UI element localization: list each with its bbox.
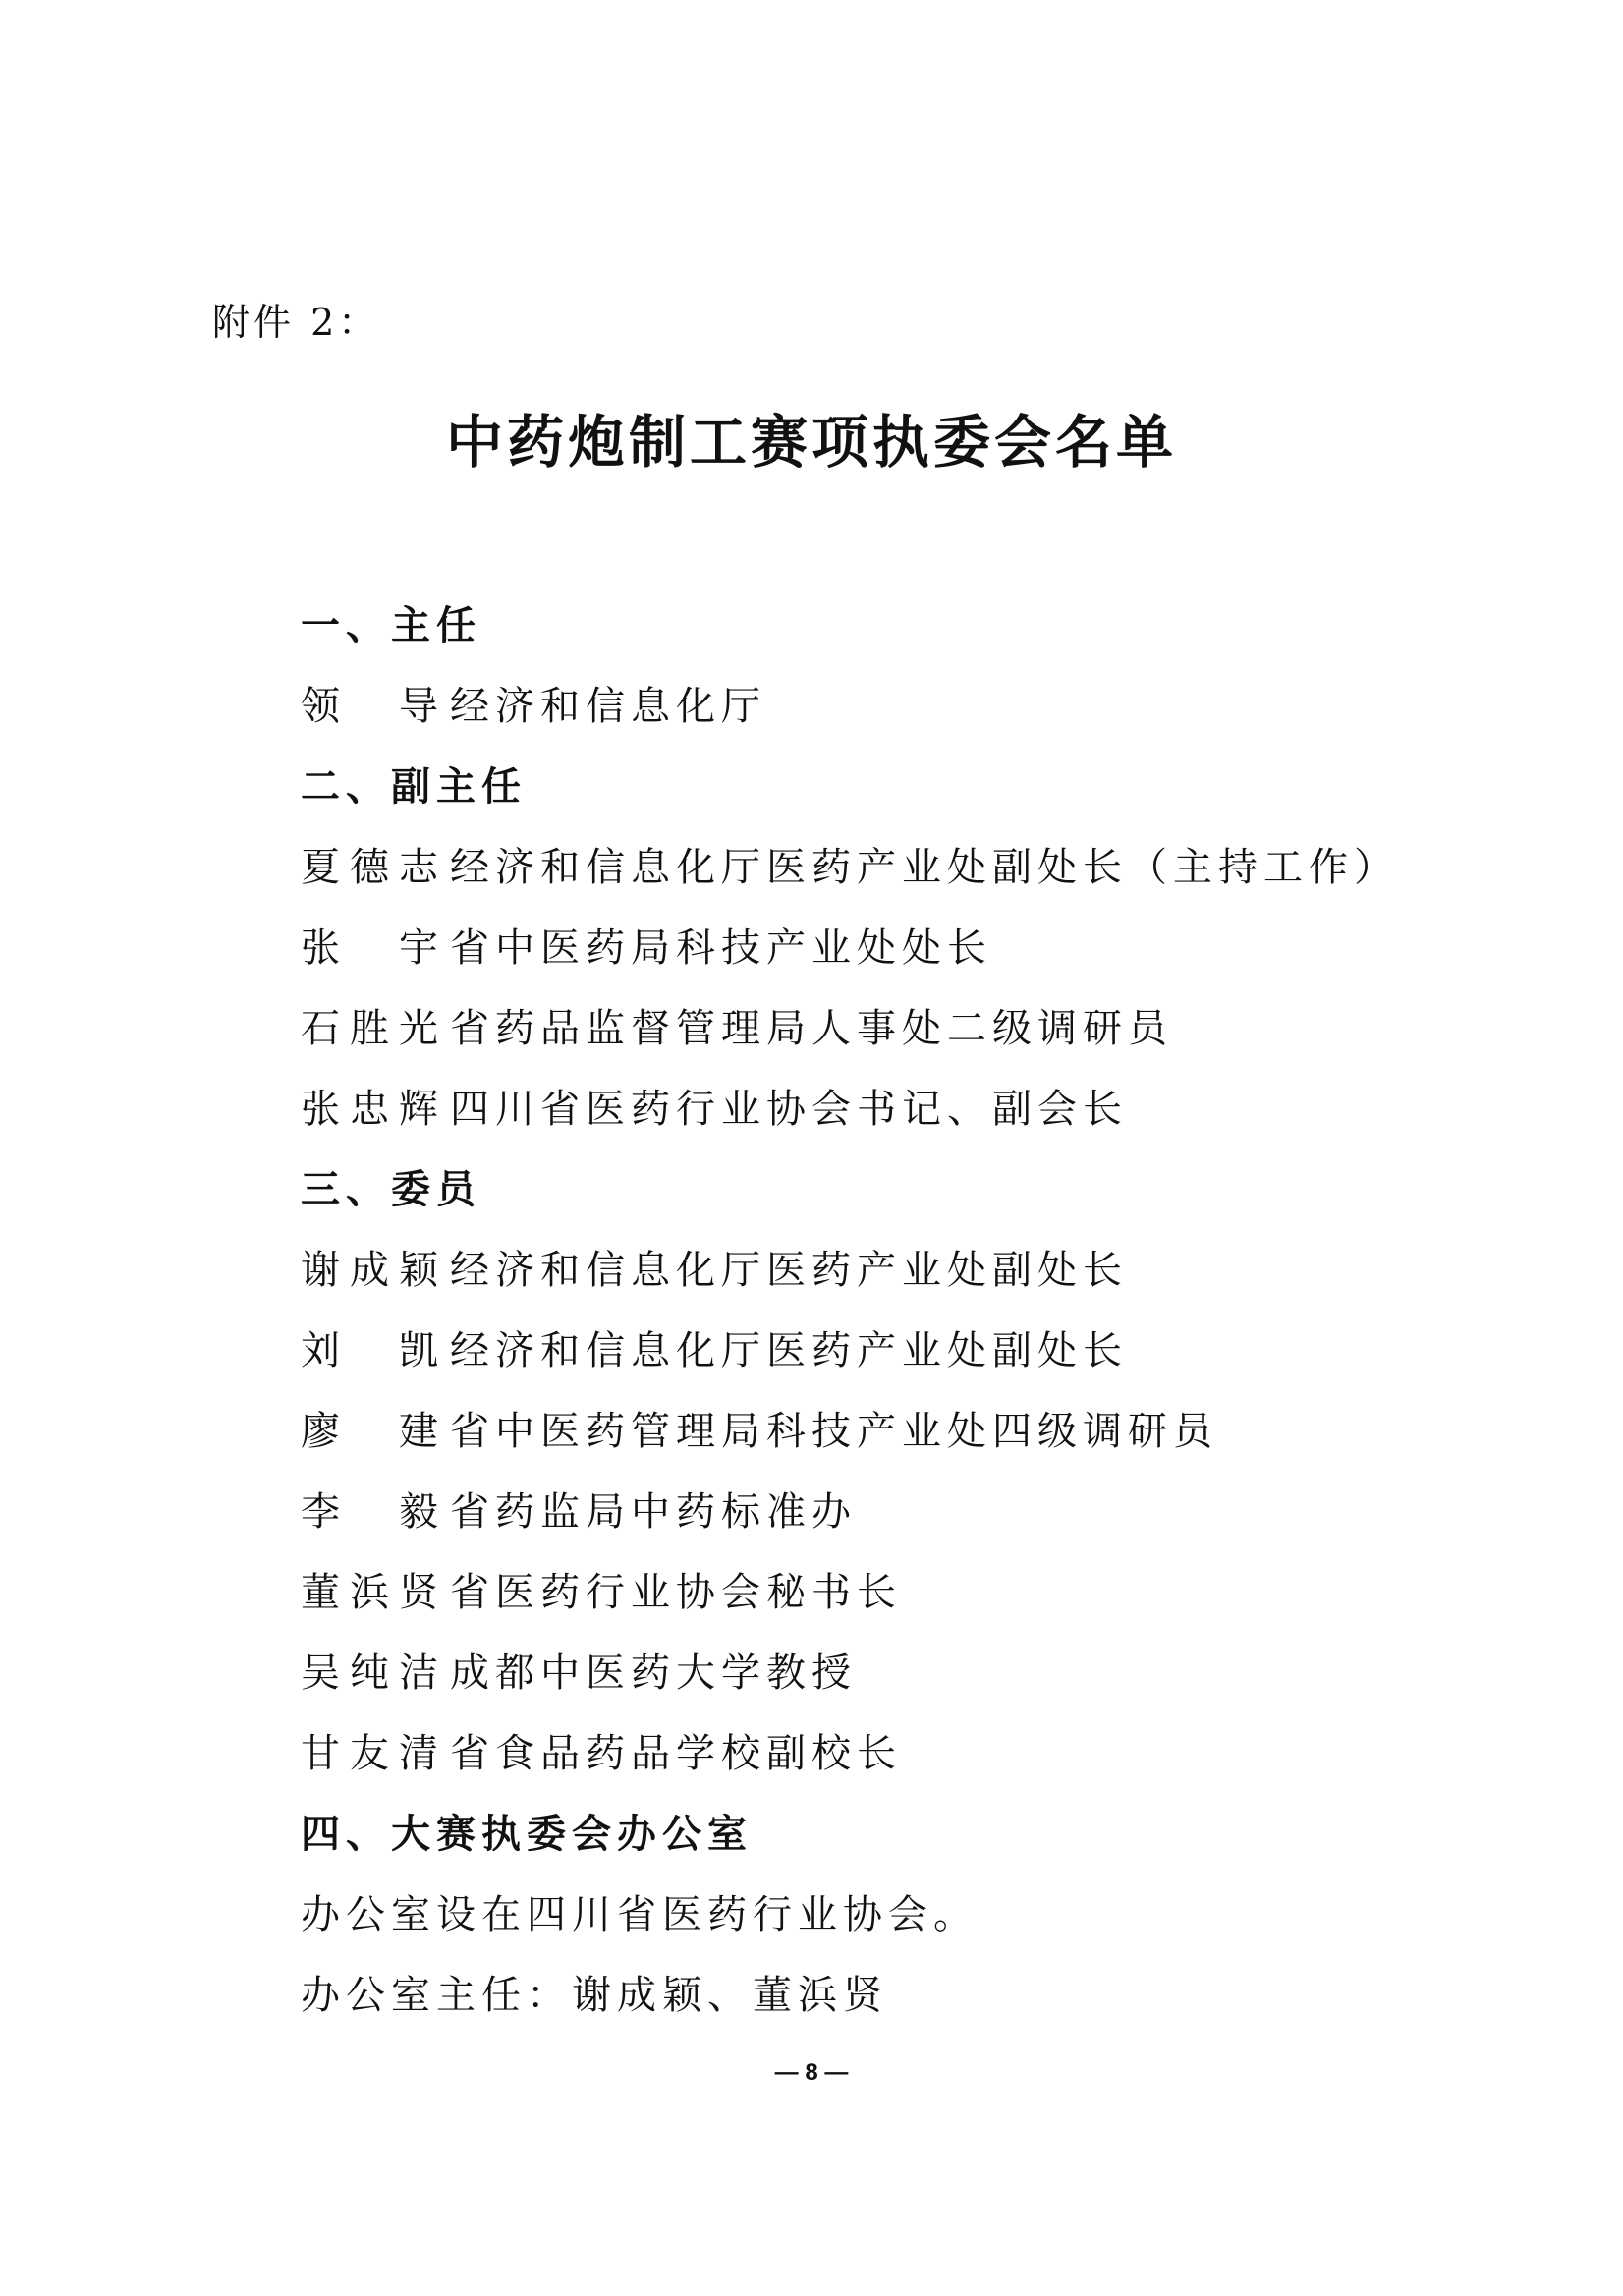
office-director-text: 办公室主任：谢成颖、董浜贤 bbox=[301, 1973, 888, 2018]
member-name: 领 导 bbox=[301, 684, 438, 729]
member-row bbox=[301, 1713, 1480, 1794]
member-row bbox=[301, 1633, 1480, 1713]
member-row bbox=[301, 1311, 1480, 1391]
document-body bbox=[301, 586, 1480, 2036]
section-heading-office: 四、大赛执委会办公室 bbox=[301, 1812, 753, 1857]
member-role: 省食品药品学校副校长 bbox=[450, 1731, 902, 1776]
member-role: 成都中医药大学教授 bbox=[450, 1651, 857, 1696]
document-title: 中药炮制工赛项执委会名单 bbox=[445, 409, 1177, 476]
member-name: 夏德志 bbox=[301, 845, 438, 890]
member-role: 经济和信息化厅医药产业处副处长（主持工作） bbox=[450, 845, 1399, 890]
member-role: 省药品监督管理局人事处二级调研员 bbox=[450, 1006, 1173, 1051]
member-row bbox=[301, 1391, 1480, 1472]
member-row bbox=[301, 1472, 1480, 1552]
member-role: 经济和信息化厅医药产业处副处长 bbox=[450, 1328, 1128, 1373]
member-row bbox=[301, 908, 1480, 988]
member-row bbox=[301, 1069, 1480, 1149]
member-name: 石胜光 bbox=[301, 1006, 438, 1051]
member-role: 四川省医药行业协会书记、副会长 bbox=[450, 1087, 1128, 1132]
member-name: 廖 建 bbox=[301, 1409, 438, 1454]
member-name: 刘 凯 bbox=[301, 1328, 438, 1373]
page-number: — 8 — bbox=[774, 2059, 849, 2086]
member-role: 省医药行业协会秘书长 bbox=[450, 1570, 902, 1615]
section-heading-director: 一、主任 bbox=[301, 603, 481, 648]
member-name: 甘友清 bbox=[301, 1731, 438, 1776]
member-role: 经济和信息化厅 bbox=[450, 684, 766, 729]
member-name: 张忠辉 bbox=[301, 1087, 438, 1132]
member-role: 省药监局中药标准办 bbox=[450, 1489, 857, 1535]
member-name: 李 毅 bbox=[301, 1489, 438, 1535]
member-row bbox=[301, 827, 1480, 908]
member-row bbox=[301, 1230, 1480, 1311]
member-name: 谢成颖 bbox=[301, 1248, 438, 1293]
member-role: 经济和信息化厅医药产业处副处长 bbox=[450, 1248, 1128, 1293]
member-row bbox=[301, 1552, 1480, 1633]
member-row bbox=[301, 988, 1480, 1069]
member-name: 张 宇 bbox=[301, 925, 438, 971]
member-row bbox=[301, 666, 1480, 747]
member-name: 吴纯洁 bbox=[301, 1651, 438, 1696]
section-heading-deputy-director: 二、副主任 bbox=[301, 764, 527, 810]
attachment-label: 附件 2： bbox=[212, 301, 380, 344]
section-heading-members: 三、委员 bbox=[301, 1167, 481, 1212]
member-role: 省中医药局科技产业处处长 bbox=[450, 925, 992, 971]
member-name: 董浜贤 bbox=[301, 1570, 438, 1615]
member-role: 省中医药管理局科技产业处四级调研员 bbox=[450, 1409, 1218, 1454]
office-location-text: 办公室设在四川省医药行业协会。 bbox=[301, 1892, 979, 1937]
